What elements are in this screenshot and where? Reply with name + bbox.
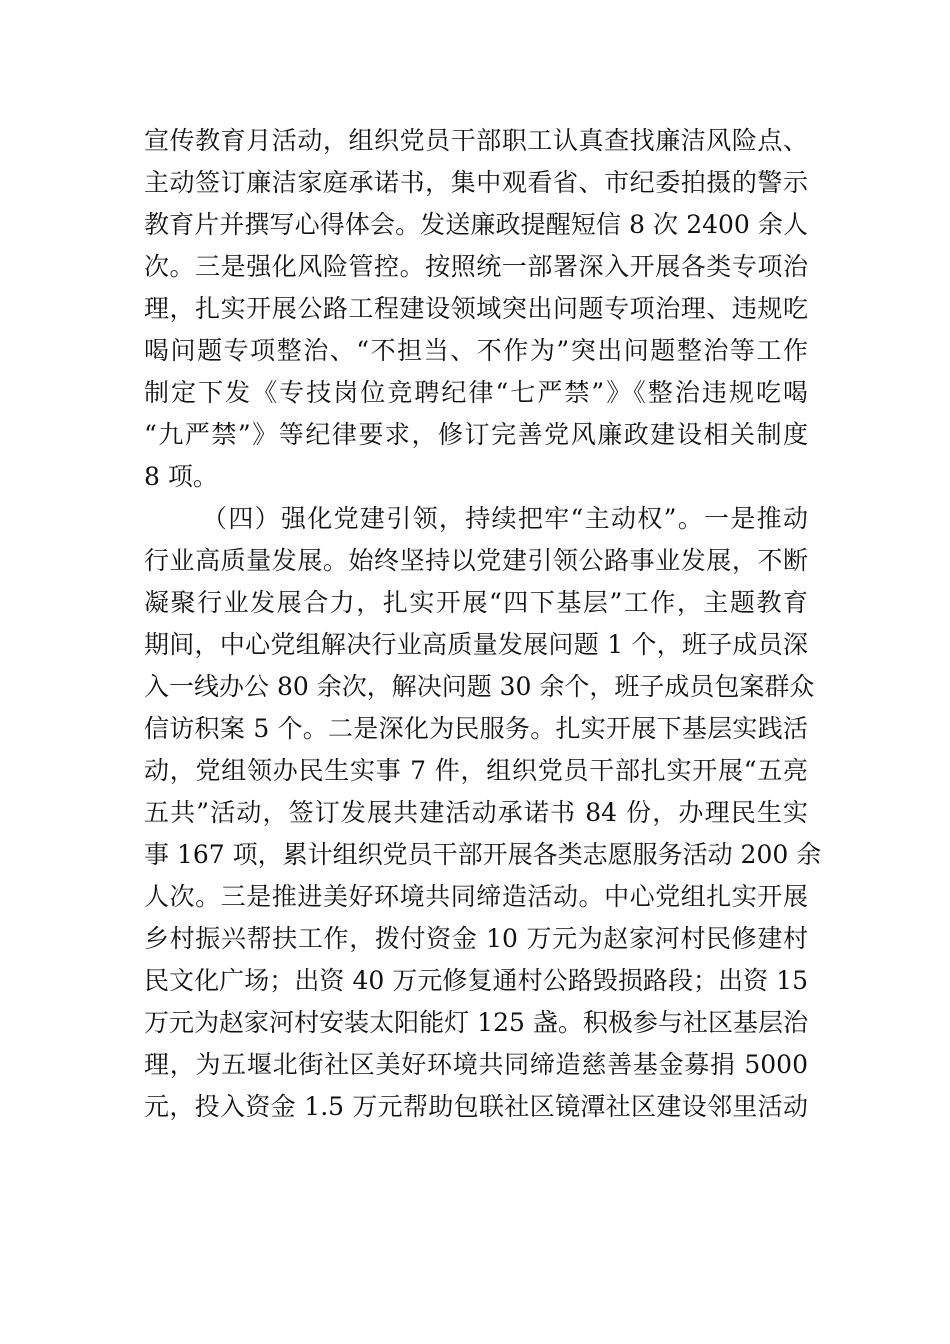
text-line: 乡村振兴帮扶工作，拨付资金 10 万元为赵家河村民修建村	[144, 924, 808, 953]
text-line: 理，为五堰北街社区美好环境共同缔造慈善基金募捐 5000	[144, 1050, 808, 1079]
text-line: 理，扎实开展公路工程建设领域突出问题专项治理、违规吃	[144, 294, 808, 323]
text-line: 入一线办公 80 余次，解决问题 30 余个，班子成员包案群众	[144, 672, 815, 701]
text-line: “九严禁”》等纪律要求，修订完善党风廉政建设相关制度	[144, 420, 808, 449]
text-line: 次。三是强化风险管控。按照统一部署深入开展各类专项治	[144, 252, 808, 281]
text-line: 喝问题专项整治、“不担当、不作为”突出问题整治等工作	[144, 336, 808, 365]
text-line: 事 167 项，累计组织党员干部开展各类志愿服务活动 200 余	[144, 840, 822, 869]
body-text	[144, 120, 822, 1128]
section-heading-line: （四）强化党建引领，持续把牢“主动权”。一是推动	[202, 504, 808, 533]
text-line: 行业高质量发展。始终坚持以党建引领公路事业发展，不断	[144, 546, 808, 575]
text-line: 制定下发《专技岗位竞聘纪律“七严禁”》《整治违规吃喝	[144, 378, 808, 407]
text-line: 主动签订廉洁家庭承诺书，集中观看省、市纪委拍摄的警示	[144, 168, 808, 197]
text-line: 民文化广场；出资 40 万元修复通村公路毁损路段；出资 15	[144, 966, 808, 995]
text-line: 信访积案 5 个。二是深化为民服务。扎实开展下基层实践活	[144, 714, 808, 743]
text-line: 万元为赵家河村安装太阳能灯 125 盏。积极参与社区基层治	[144, 1008, 808, 1037]
text-line: 人次。三是推进美好环境共同缔造活动。中心党组扎实开展	[144, 882, 808, 911]
text-line: 宣传教育月活动，组织党员干部职工认真查找廉洁风险点、	[144, 126, 808, 155]
text-line: 五共”活动，签订发展共建活动承诺书 84 份，办理民生实	[144, 798, 808, 827]
text-line: 动，党组领办民生实事 7 件，组织党员干部扎实开展“五亮	[144, 756, 808, 785]
text-line: 凝聚行业发展合力，扎实开展“四下基层”工作，主题教育	[144, 588, 808, 617]
text-line: 元，投入资金 1.5 万元帮助包联社区镜潭社区建设邻里活动	[144, 1092, 808, 1121]
text-line: 期间，中心党组解决行业高质量发展问题 1 个，班子成员深	[144, 630, 808, 659]
text-line: 教育片并撰写心得体会。发送廉政提醒短信 8 次 2400 余人	[144, 210, 808, 239]
text-line: 8 项。	[144, 462, 218, 491]
